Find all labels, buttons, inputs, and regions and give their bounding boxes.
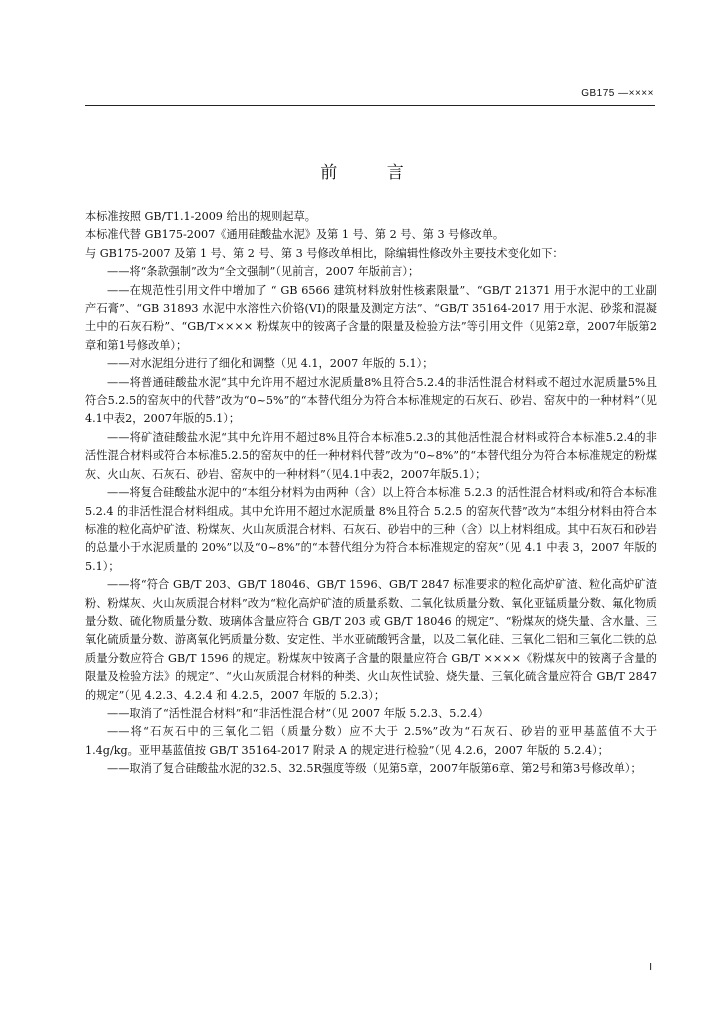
change-item: ——在规范性引用文件中增加了 “ GB 6566 建筑材料放射性核素限量”、“GB/T 21371 用于水泥中的工业副产石膏”、“GB 31893 水泥中水溶性六价铬(VI)的限量及测定方法”、“GB/T 35164-2017 用于水泥、砂浆和混凝土中的石灰石粉”、“GB/T×××× 粉煤灰中的铵离子含量的限量及检验方法”等引用文件（见第2章，2007年版第2章和第1号修改单）； (85, 283, 657, 352)
change-item: ——将“符合 GB/T 203、GB/T 18046、GB/T 1596、GB/T 2847 标准要求的粒化高炉矿渣、粒化高炉矿渣粉、粉煤灰、火山灰质混合材料”改为“粒化高炉矿渣的质量系数、二氧化钛质量分数、氧化亚锰质量分数、氟化物质量分数、硫化物质量分数、玻璃体含量应符合 GB/T 203 或 GB/T 18046 的规定”、“粉煤灰的烧失量、含水量、三氧化硫质量分数、游离氧化钙质量分数、安定性、半水亚硫酸钙含量，以及二氧化硅、三氧化二铝和三氧化二铁的总质量分数应符合 GB/T 1596 的规定。粉煤灰中铵离子含量的限量应符合 GB/T ××××《粉煤灰中的铵离子含量的限量及检验方法》的规定”、“火山灰质混合材料的种类、火山灰性试验、烧失量、三氧化硫含量应符合 GB/T 2847 的规定”（见 4.2.3、4.2.4 和 4.2.5，2007 年版的 5.2.3）； (85, 578, 657, 702)
change-item: ——将“条款强制”改为“全文强制”（见前言，2007 年版前言）； (107, 265, 420, 279)
change-item: ——将“石灰石中的三氧化二铝（质量分数）应不大于 2.5%”改为“石灰石、砂岩的亚甲基蓝值不大于 1.4g/kg。亚甲基蓝值按 GB/T 35164-2017 附录 A 的规定进行检验”（见 4.2.6，2007 年版的 5.2.4）； (85, 725, 657, 757)
header-divider (85, 105, 655, 106)
page-number: I (649, 962, 652, 973)
standard-code: GB175 —×××× (581, 88, 654, 99)
change-item: ——取消了复合硅酸盐水泥的32.5、32.5R强度等级（见第5章，2007年版第6章、第2号和第3号修改单）； (107, 762, 642, 776)
change-item: ——取消了“活性混合材料”和“非活性混合材”（见 2007 年版 5.2.3、5.2.4） (107, 706, 489, 720)
document-body (85, 208, 657, 779)
page-title: 前 言 (320, 163, 426, 183)
change-item: ——将普通硅酸盐水泥“其中允许用不超过水泥质量8%且符合5.2.4的非活性混合材料或不超过水泥质量5%且符合5.2.5的窑灰中的代替”改为“0~5%”的“本替代组分为符合本标准规定的石灰石、砂岩、窑灰中的一种材料”（见4.1中表2，2007年版的5.1）； (85, 375, 657, 426)
change-item: ——将复合硅酸盐水泥中的“本组分材料为由两种（含）以上符合本标准 5.2.3 的活性混合材料或/和符合本标准 5.2.4 的非活性混合材料组成。其中允许用不超过水泥质量 8%且符合 5.2.5 的窑灰代替”改为“本组分材料由符合本标准的粒化高炉矿渣、粉煤灰、火山灰质混合材料、石灰石、砂岩中的三种（含）以上材料组成。其中石灰石和砂岩的总量小于水泥质量的 20%”以及“0~8%”的“本替代组分为符合本标准规定的窑灰”（见 4.1 中表 3，2007 年版的 5.1）； (85, 486, 657, 573)
paragraph: 与 GB175-2007 及第 1 号、第 2 号、第 3 号修改单相比，除编辑性修改外主要技术变化如下： (85, 246, 564, 260)
paragraph: 本标准代替 GB175-2007《通用硅酸盐水泥》及第 1 号、第 2 号、第 3 号修改单。 (85, 228, 505, 242)
change-item: ——对水泥组分进行了细化和调整（见 4.1，2007 年版的 5.1）； (107, 357, 434, 371)
paragraph: 本标准按照 GB/T1.1-2009 给出的规则起草。 (85, 210, 316, 223)
change-item: ——将矿渣硅酸盐水泥“其中允许用不超过8%且符合本标准5.2.3的其他活性混合材料或符合本标准5.2.4的非活性混合材料或符合本标准5.2.5的窑灰中的任一种材料代替”改为“0~8%”的“本替代组分为符合本标准规定的粉煤灰、火山灰、石灰石、砂岩、窑灰中的一种材料”（见4.1中表2，2007年版5.1）； (85, 430, 657, 481)
